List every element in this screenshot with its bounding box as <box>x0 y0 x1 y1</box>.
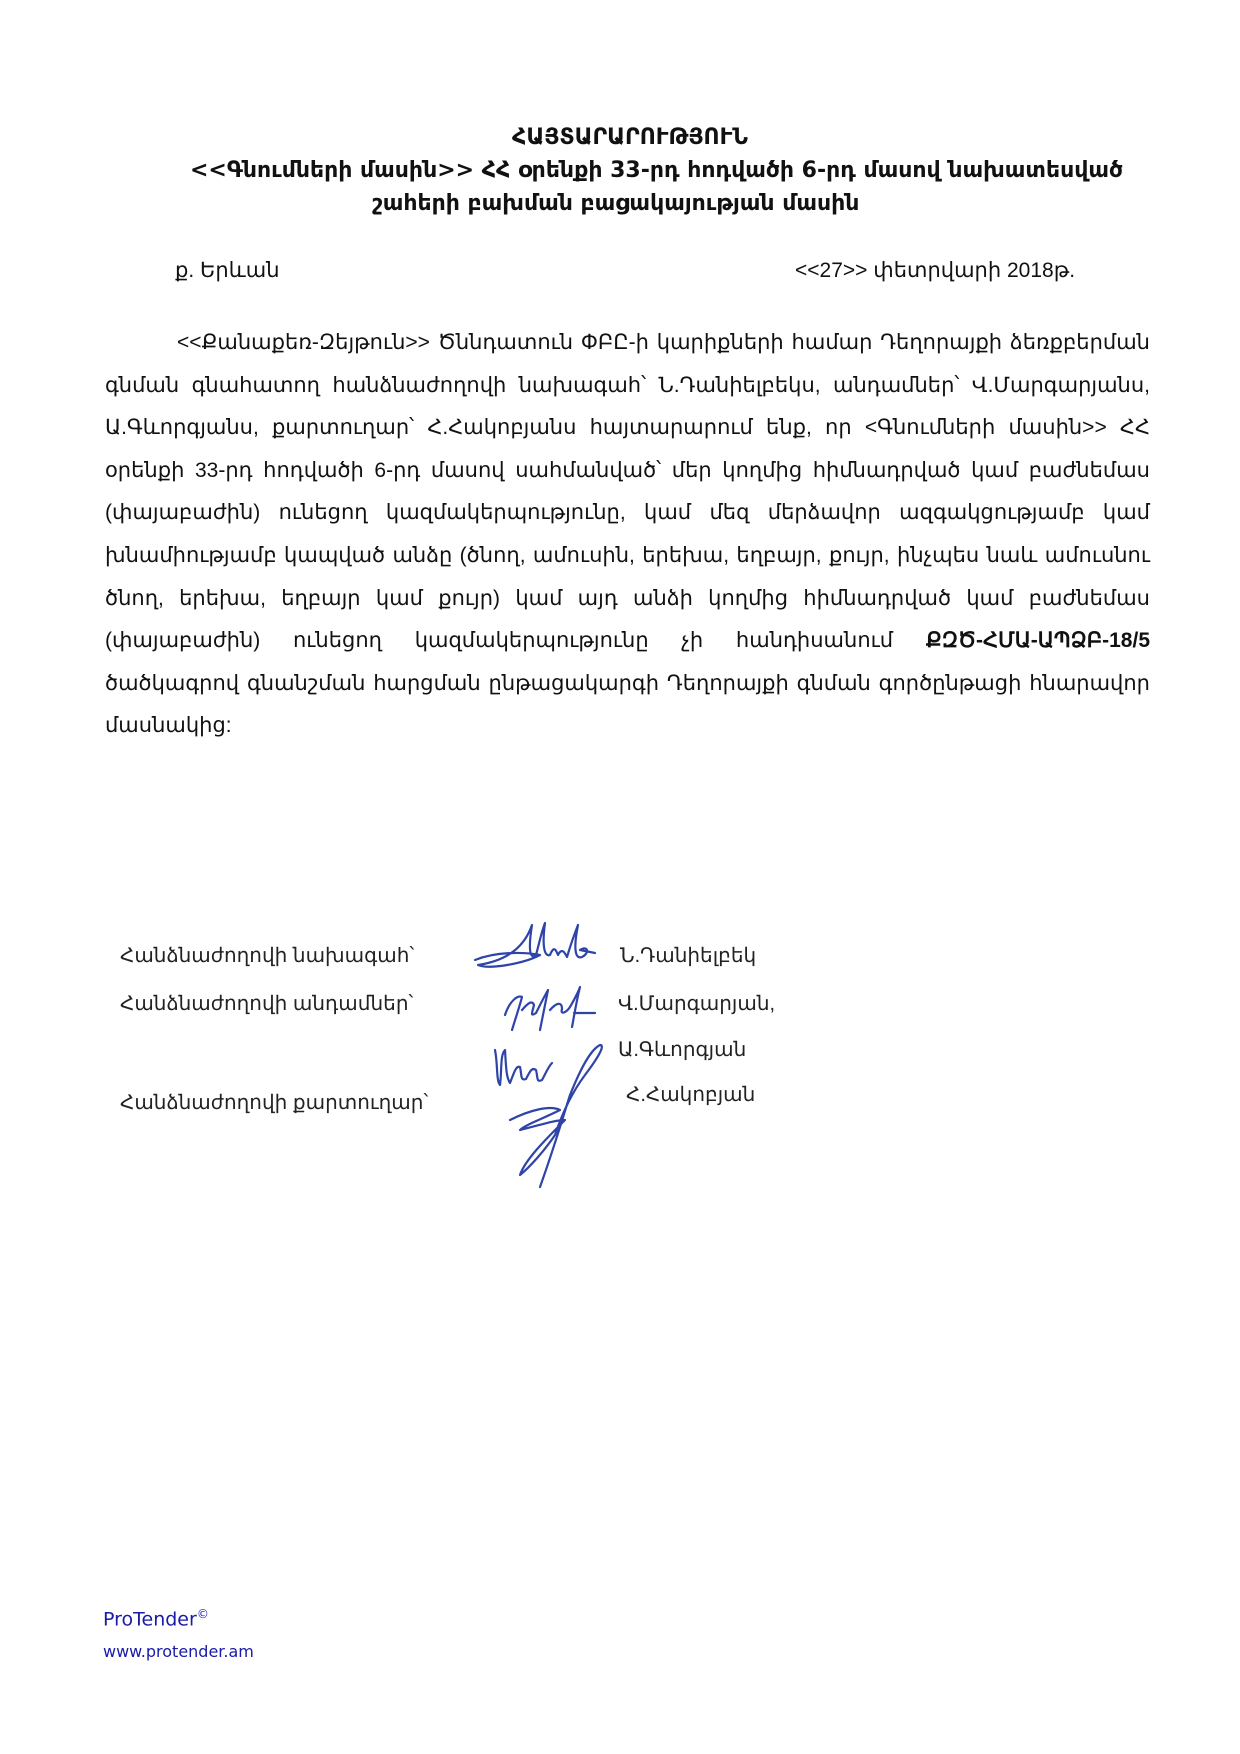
paragraph-part2: ծածկագրով գնանշման հարցման ընթացակարգի Դեղորայքի գնման գործընթացի հնարավոր մասնակից: <box>105 671 1150 738</box>
footer-url[interactable]: www.protender.am <box>103 1642 254 1661</box>
procurement-code: ՔԶԾ-ՀՄԱ-ԱՊՁԲ-18/5 <box>925 629 1150 653</box>
copyright-icon: © <box>196 1607 209 1621</box>
chair-name: Ն.Դանիելբեկ <box>620 945 757 967</box>
document-subtitle-line1: <<Գնումների մասին>> ՀՀ օրենքի 33-րդ հոդվածի 6-րդ մասով նախատեսված <box>190 158 1124 183</box>
declaration-paragraph <box>105 322 1150 748</box>
signature-member2 <box>495 1050 552 1085</box>
chair-label: Հանձնաժողովի նախագահ՝ <box>120 945 415 967</box>
document-subtitle-line2: շահերի բախման բացակայության մասին <box>372 191 860 216</box>
signature-secretary <box>510 1045 602 1187</box>
member1-name: Վ.Մարգարյան, <box>618 993 776 1015</box>
secretary-name: Հ.Հակոբյան <box>626 1084 756 1106</box>
signature-chair <box>475 923 595 967</box>
document-title: ՀԱՅՏԱՐԱՐՈՒԹՅՈՒՆ <box>512 125 748 150</box>
footer-brand <box>103 1607 209 1630</box>
secretary-label: Հանձնաժողովի քարտուղար՝ <box>120 1092 429 1114</box>
brand-name: ProTender <box>103 1608 197 1631</box>
members-label: Հանձնաժողովի անդամներ՝ <box>120 993 414 1015</box>
signature-member1 <box>505 987 595 1030</box>
place: ք. Երևան <box>175 259 280 282</box>
member2-name: Ա.Գևորգյան <box>618 1039 747 1061</box>
date: <<27>> փետրվարի 2018թ. <box>795 259 1076 282</box>
paragraph-part1: <<Քանաքեռ-Զեյթուն>> Ծննդատուն ՓԲԸ-ի կարիքների համար Դեղորայքի ձեռքբերման գնման գնահատող հանձնաժողովի նախագահ՝ Ն.Դանիելբեկս, անդամներ՝ Վ.Մարգարյանս, Ա.Գևորգյանս, քարտուղար՝ Հ.Հակոբյանս հայտարարում ենք, որ <Գնումների մասին>> ՀՀ օրենքի 33-րդ հոդվածի 6-րդ մասով սահմանված՝ մեր կողմից հիմնադրված կամ բաժնեմաս (փայաբաժին) ունեցող կազմակերպությունը, կամ մեզ մերձավոր ազգակցությամբ կամ խնամիությամբ կապված անձը (ծնող, ամուսին, երեխա, եղբայր, քույր, ինչպես նաև ամուսնու ծնող, երեխա, եղբայր կամ քույր) կամ այդ անձի կողմից հիմնադրված կամ բաժնեմաս (փայաբաժին) ունեցող կազմակերպությունը չի հանդիսանում <box>105 331 1150 653</box>
handwritten-signatures <box>470 905 630 1195</box>
